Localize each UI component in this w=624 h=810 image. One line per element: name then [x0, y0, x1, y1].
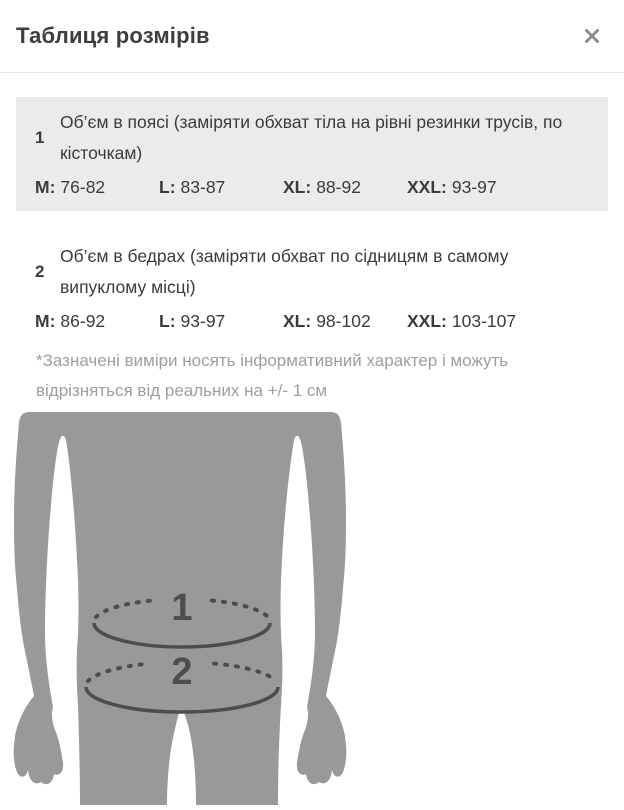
- modal-content: [0, 97, 624, 406]
- size-item-l: [159, 177, 283, 198]
- size-value: 98-102: [316, 311, 371, 331]
- size-item-xxl: [407, 177, 497, 198]
- size-label: XXL:: [407, 311, 447, 331]
- description-line: кісточкам): [60, 143, 143, 163]
- description-line: Об’єм в поясі (заміряти обхват тіла на рівні резинки трусів, по: [60, 112, 563, 132]
- sizes-row: [35, 177, 592, 198]
- size-item-xxl: [407, 311, 516, 332]
- note-line: *Зазначені виміри носять інформативний характер і можуть: [36, 351, 509, 370]
- size-label: L:: [159, 311, 176, 331]
- section-description: [60, 241, 509, 303]
- close-button[interactable]: [580, 24, 604, 48]
- measurement-illustration: [10, 410, 356, 810]
- size-value: 88-92: [316, 177, 361, 197]
- page-title: Таблиця розмірів: [16, 23, 210, 48]
- note-line: відрізняться від реальних на +/- 1 см: [36, 381, 328, 400]
- size-item-l: [159, 311, 283, 332]
- size-value: 103-107: [451, 311, 517, 331]
- description-line: випуклому місці): [60, 277, 196, 297]
- close-icon: [584, 28, 600, 44]
- disclaimer-note: [36, 346, 592, 406]
- size-label: L:: [159, 177, 176, 197]
- hip-label: 2: [171, 651, 193, 693]
- description-line: Об’єм в бедрах (заміряти обхват по сідницям в самому: [60, 246, 509, 266]
- section-head: [35, 107, 592, 169]
- size-item-xl: [283, 177, 407, 198]
- size-value: 93-97: [180, 311, 226, 331]
- size-label: M:: [35, 311, 56, 331]
- size-item-xl: [283, 311, 407, 332]
- size-value: 93-97: [451, 177, 497, 197]
- section-number: 2: [35, 262, 45, 281]
- size-value: 76-82: [60, 177, 106, 197]
- body-silhouette-figure: [10, 410, 356, 810]
- size-item-m: [35, 311, 159, 332]
- size-value: 86-92: [60, 311, 106, 331]
- sizes-row: [35, 311, 592, 332]
- section-number: 1: [35, 128, 45, 147]
- size-value: 83-87: [180, 177, 226, 197]
- size-label: XL:: [283, 177, 312, 197]
- size-item-m: [35, 177, 159, 198]
- modal-header: [0, 0, 624, 73]
- section-waist: [16, 97, 608, 211]
- section-hips: [16, 231, 608, 332]
- size-label: XL:: [283, 311, 312, 331]
- section-description: [60, 107, 562, 169]
- size-label: XXL:: [407, 177, 447, 197]
- size-label: M:: [35, 177, 56, 197]
- waist-label: 1: [171, 587, 193, 629]
- section-head: [35, 241, 592, 303]
